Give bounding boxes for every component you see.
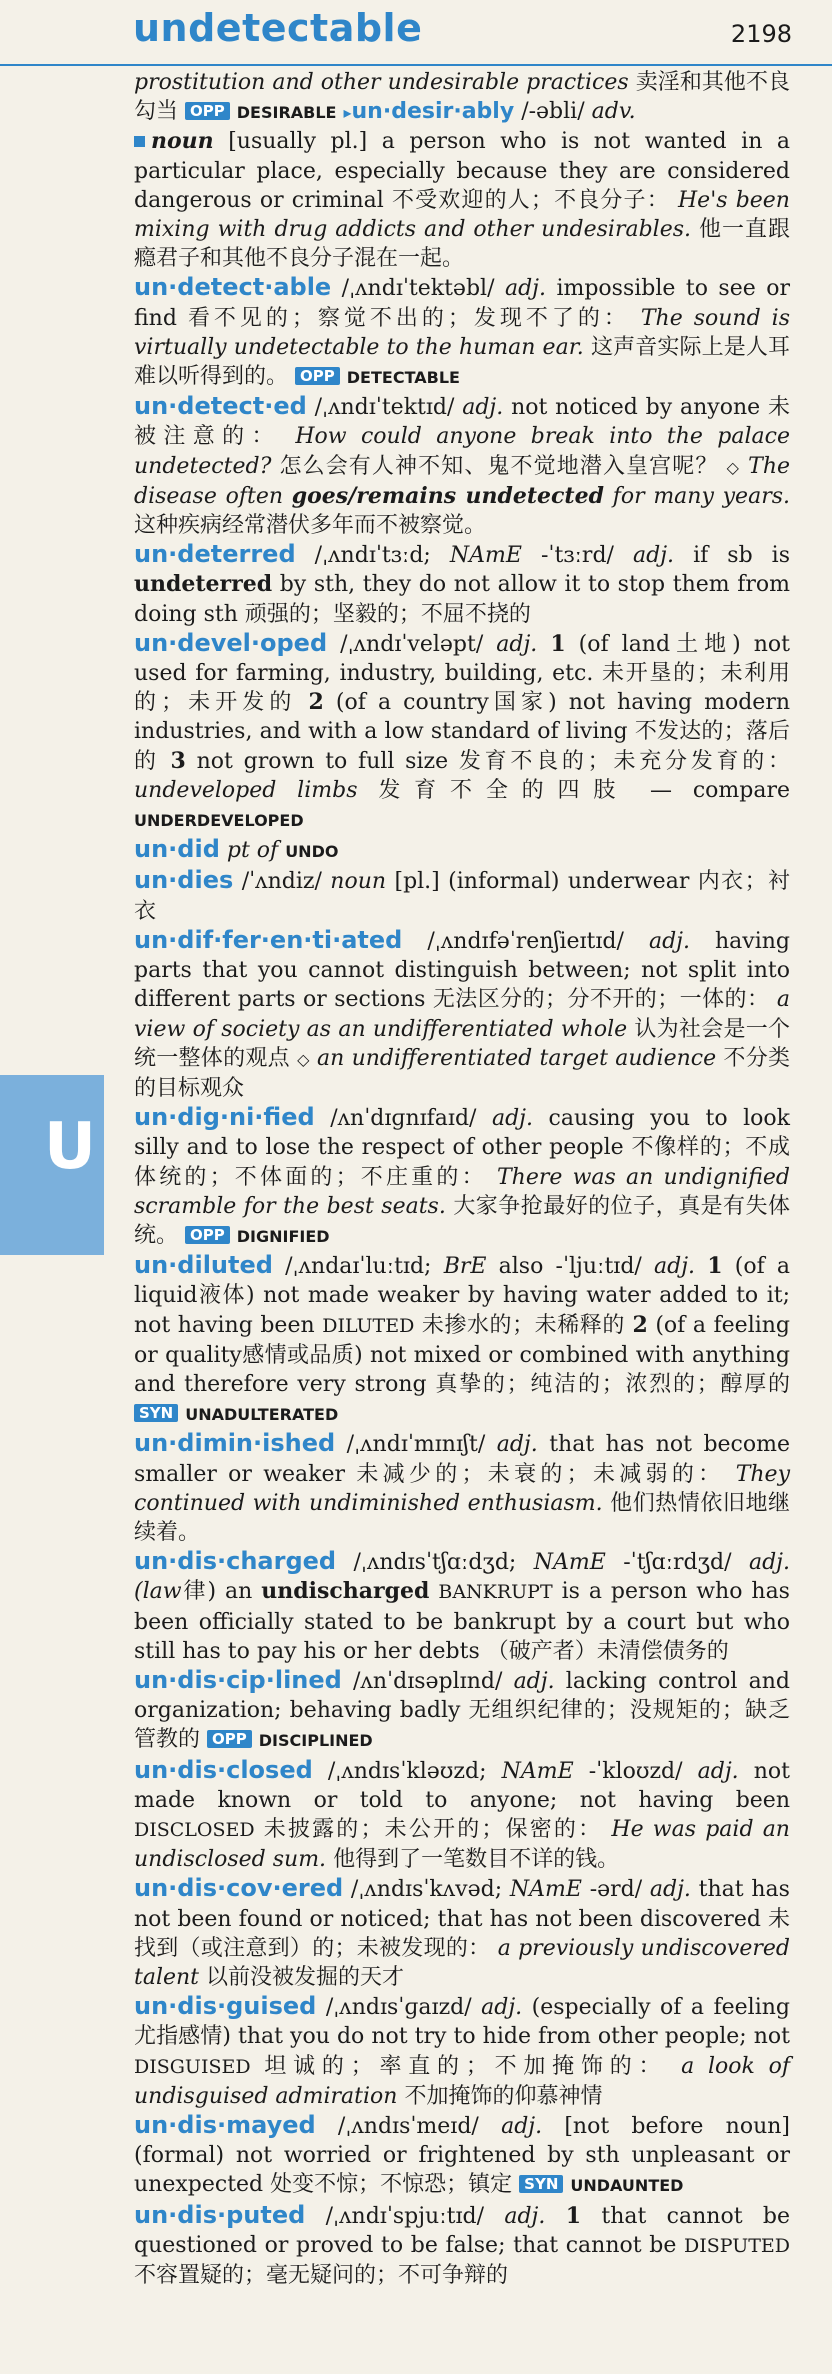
definition: ) not having modern industries, and with a low standard of living	[134, 690, 791, 745]
entry-undisciplined	[134, 1666, 790, 1756]
entry-undiminished	[134, 1429, 790, 1547]
syn-label: SYN	[519, 2175, 563, 2193]
entry-undisguised	[134, 1992, 790, 2111]
definition: causing you to look silly and to lose the respect of other people	[134, 1106, 790, 1161]
pronunciation: /ˌʌndɪˈveləpt/	[340, 631, 484, 657]
part-of-speech: adj.	[501, 2114, 543, 2140]
definition: ) not used for farming, industry, building, etc.	[134, 631, 791, 687]
entry-undignified	[134, 1103, 790, 1251]
region-label: NAmE	[449, 543, 522, 569]
translation: 真挚的；纯洁的；浓烈的；醇厚的	[435, 1371, 790, 1397]
also-note: also	[498, 1254, 544, 1280]
opp-ref[interactable]: DISCIPLINED	[258, 1731, 373, 1751]
pronunciation: /ˈʌndiz/	[241, 869, 322, 895]
headword: un·deterred	[134, 540, 296, 569]
entry-undisputed	[134, 2201, 790, 2291]
translation: 不分类的目标观众	[134, 1045, 790, 1101]
syn-ref[interactable]: UNDAUNTED	[570, 2176, 684, 2196]
entry-undies	[134, 866, 790, 925]
headword: un·devel·oped	[134, 628, 328, 657]
syn-label: SYN	[134, 1404, 178, 1422]
usage-label: [not before noun] (formal)	[134, 2114, 790, 2169]
part-of-speech: adj.	[748, 1550, 790, 1576]
part-of-speech: adj.	[491, 1106, 533, 1132]
translation: 他们热情依旧地继续着。	[134, 1490, 790, 1545]
definition: lacking control and organization; behaving badly	[134, 1668, 791, 1724]
definition: ) an	[207, 1579, 253, 1605]
pronunciation: /ˌʌndɪˈspjuːtɪd/	[325, 2203, 485, 2229]
translation: 卖淫和其他不良勾当	[134, 70, 790, 125]
example: The disease often	[134, 453, 791, 509]
pronunciation: /ˌʌndɪfəˈrenʃieɪtɪd/	[427, 928, 624, 954]
entry-undismayed	[134, 2111, 790, 2201]
pronunciation: /ˌʌndɪˈtektəbl/	[341, 276, 495, 302]
opp-label: OPP	[295, 367, 340, 385]
keyword: undeterred	[134, 571, 273, 598]
part-of-speech: adj.	[633, 543, 675, 569]
part-of-speech: adj.	[496, 1432, 538, 1458]
keyword: undischarged	[261, 1578, 430, 1605]
entry-undisclosed	[134, 1756, 790, 1875]
example: undeveloped limbs	[134, 777, 358, 803]
translation: 发育不良的；未充分发育的：	[458, 748, 790, 774]
translation: 尤指感情	[134, 2024, 223, 2050]
headword: un·dis·cov·ered	[134, 1874, 344, 1903]
translation: 不加掩饰的仰慕神情	[404, 2083, 603, 2109]
pronunciation: -ˈtɜːrd/	[541, 543, 614, 569]
part-of-speech: adj.	[504, 276, 546, 302]
usage-label: (law	[134, 1579, 182, 1605]
compare-ref[interactable]: UNDERDEVELOPED	[134, 811, 304, 831]
headword: un·detect·able	[134, 273, 332, 302]
sense-number: 1	[707, 1253, 723, 1280]
headword: un·dif·fer·en·ti·ated	[134, 925, 403, 954]
entry-undesirable-noun	[134, 127, 790, 273]
translation: 他一直跟瘾君子和其他不良分子混在一起。	[134, 217, 791, 272]
opp-ref[interactable]: DIGNIFIED	[236, 1226, 330, 1246]
example: a previously undiscovered talent	[134, 1935, 790, 1990]
headword: un·dies	[134, 866, 234, 895]
pronunciation: /-əbli/	[521, 99, 585, 125]
headword: un·dis·cip·lined	[134, 1665, 342, 1694]
square-bullet-icon	[134, 136, 145, 147]
example: He was paid an undisclosed sum.	[134, 1816, 790, 1873]
dictionary-column	[134, 68, 790, 2290]
example: for many years.	[612, 483, 790, 509]
headword: un·diluted	[134, 1251, 273, 1280]
entry-undiluted	[134, 1251, 790, 1429]
pronunciation: /ˌʌndɪsˈkʌvəd;	[350, 1877, 503, 1903]
part-of-speech: adj.	[462, 395, 504, 421]
entry-undid	[134, 835, 790, 866]
entry-undetectable	[134, 273, 790, 392]
translation: 无法区分的；分不开的；一体的：	[432, 987, 770, 1013]
sense-number: 1	[550, 630, 566, 657]
cross-ref[interactable]: DISPUTED	[683, 2234, 790, 2257]
part-of-speech: adj.	[648, 928, 690, 954]
part-of-speech: adj.	[504, 2203, 546, 2229]
definition: not grown to full size	[196, 748, 449, 774]
translation: 不容置疑的；毫无疑问的；不可争辩的	[134, 2263, 509, 2289]
definition: that has not been found or noticed; that has not been discovered	[134, 1877, 790, 1932]
part-of-speech: adj.	[481, 1995, 523, 2021]
translation: 未掺水的；未稀释的	[421, 1312, 625, 1338]
translation: 未开垦的；未利用的；未开发的	[134, 661, 790, 716]
definition: if sb is	[693, 543, 791, 569]
example: He's been mixing with drug addicts and other undesirables.	[134, 187, 790, 243]
translation: 不像样的；不成体统的；不体面的；不庄重的：	[134, 1135, 790, 1190]
example: prostitution and other undesirable practices	[134, 70, 629, 95]
pronunciation: /ʌnˈdɪɡnɪfaɪd/	[330, 1106, 477, 1132]
guide-word: undetectable	[133, 6, 423, 50]
definition: (of a country	[335, 690, 489, 716]
translation: 认为社会是一个统一整体的观点	[134, 1016, 790, 1071]
translation: 不发达的；落后的	[134, 719, 790, 774]
opp-ref[interactable]: DESIRABLE	[236, 103, 337, 123]
syn-ref[interactable]: UNADULTERATED	[185, 1405, 339, 1425]
page-header	[0, 0, 832, 66]
part-of-speech: adj.	[496, 631, 538, 657]
headword: un·dis·closed	[134, 1755, 313, 1784]
translation: 发育不全的四肢	[378, 777, 630, 803]
sense-number: 3	[170, 747, 186, 774]
translation: 他得到了一笔数目不详的钱。	[333, 1847, 620, 1873]
headword: un·dimin·ished	[134, 1429, 336, 1458]
opp-label: OPP	[207, 1730, 252, 1748]
entry-undesirable-cont	[134, 68, 790, 127]
definition: by sth, they do not allow it to stop them from doing sth	[134, 572, 791, 627]
pronunciation: /ˌʌndɪsˈmeɪd/	[337, 2114, 479, 2140]
definition: (of a liquid	[134, 1254, 791, 1309]
part-of-speech: adj.	[649, 1877, 691, 1903]
collocation: goes/remains undetected	[291, 482, 604, 509]
definition: that has not become smaller or weaker	[134, 1432, 790, 1487]
translation: 这种疾病经常潜伏多年而不被察觉。	[134, 513, 487, 539]
page-number: 2198	[730, 20, 792, 48]
cross-ref[interactable]: DISCLOSED	[134, 1818, 255, 1841]
translation: 不受欢迎的人；不良分子：	[392, 187, 670, 213]
definition: having parts that you cannot distinguish between; not split into different parts or sections	[134, 928, 791, 1013]
thumb-index-letter: U	[44, 1110, 96, 1184]
cross-ref[interactable]: BANKRUPT	[438, 1581, 553, 1604]
definition: that cannot be questioned or proved to be false; that cannot be	[134, 2203, 790, 2258]
definition: not noticed by anyone	[511, 395, 761, 421]
translation: （破产者）未清偿债务的	[486, 1638, 729, 1664]
headword: un·dis·guised	[134, 1992, 317, 2021]
entry-undifferentiated	[134, 926, 790, 1103]
translation: 感情或品质	[241, 1342, 355, 1368]
translation: 液体	[197, 1283, 247, 1309]
entry-undeveloped	[134, 629, 790, 835]
headword: un·dis·puted	[134, 2200, 306, 2229]
definition: (especially of a feeling	[531, 1995, 790, 2021]
example: a look of undisguised admiration	[134, 2053, 790, 2109]
example: an undifferentiated target audience	[317, 1045, 717, 1071]
pronunciation: /ˌʌndɪsˈkləʊzd;	[327, 1758, 487, 1784]
translation: 未减少的；未衰的；未减弱的：	[356, 1461, 725, 1487]
definition: not made known or told to anyone; not having been	[134, 1758, 790, 1813]
definition: (of a feeling or quality	[134, 1312, 791, 1368]
part-of-speech: adv.	[591, 99, 636, 125]
definition: (of land	[578, 631, 671, 657]
definition: ) not made weaker by having water added to it; not having been	[134, 1283, 790, 1338]
diamond-icon: ◇	[297, 1049, 310, 1069]
compare-note: — compare	[650, 777, 790, 803]
entry-undetected	[134, 392, 790, 540]
opp-label: OPP	[185, 1226, 230, 1244]
sense-number: 1	[565, 2202, 582, 2229]
pronunciation: /ˌʌndɪsˈɡaɪzd/	[325, 1995, 472, 2021]
translation: 律	[181, 1579, 208, 1605]
definition: impossible to see or find	[134, 276, 790, 331]
part-of-speech: adj.	[513, 1668, 555, 1694]
definition: [usually pl.] a person who is not wanted in a particular place, especially because they are considered dangerous or criminal	[134, 129, 790, 213]
pronunciation: -ˈljuːtɪd/	[555, 1254, 642, 1280]
part-of-speech: noun	[330, 869, 387, 895]
entry-undischarged	[134, 1547, 790, 1666]
headword: un·dis·charged	[134, 1547, 337, 1576]
pronunciation: /ˌʌndɪˈtektɪd/	[314, 395, 455, 421]
cross-ref[interactable]: UNDO	[285, 842, 339, 862]
grammar-note: pt of	[226, 838, 279, 864]
arrow-right-icon: ▸	[343, 103, 352, 123]
example: a view of society as an undifferentiated whole	[134, 987, 790, 1042]
translation: 土地	[670, 631, 733, 657]
headword: un·detect·ed	[134, 392, 307, 421]
pronunciation: -ərd/	[589, 1877, 643, 1903]
translation: 怎么会有人神不知、鬼不觉地潜入皇宫呢？	[279, 453, 719, 479]
sense-number: 2	[632, 1311, 648, 1338]
translation: 无组织纪律的；没规矩的；缺乏管教的	[134, 1698, 790, 1753]
opp-ref[interactable]: DETECTABLE	[346, 368, 460, 388]
translation: 未找到（或注意到）的；未被发现的：	[134, 1906, 790, 1961]
entry-undeterred	[134, 540, 790, 629]
headword: un·dig·ni·fied	[134, 1103, 315, 1132]
example: There was an undignified scramble for the best seats.	[134, 1164, 791, 1219]
translation: 这声音实际上是人耳难以听得到的。	[134, 334, 791, 390]
region-label: NAmE	[509, 1877, 582, 1903]
definition: ) not mixed or combined with anything and therefore very strong	[134, 1342, 790, 1397]
derivative: un·desir·ably	[351, 99, 515, 125]
translation: 以前没被发掘的天才	[206, 1965, 405, 1990]
pronunciation: -ˈtʃɑːrdʒd/	[623, 1550, 732, 1576]
part-of-speech: adj.	[654, 1254, 696, 1280]
opp-label: OPP	[185, 102, 230, 120]
translation: 坦诚的；率直的；不加掩饰的：	[264, 2053, 668, 2079]
sense-number: 2	[308, 689, 324, 716]
headword: un·dis·mayed	[134, 2111, 316, 2140]
example: The sound is virtually undetectable to the human ear.	[134, 305, 790, 360]
headword: un·did	[134, 835, 220, 864]
region-label: BrE	[443, 1254, 487, 1280]
pronunciation: /ˌʌndɪsˈtʃɑːdʒd;	[353, 1550, 517, 1576]
translation: 未被注意的：	[134, 395, 791, 450]
definition: ) that you do not try to hide from other people; not	[222, 2024, 790, 2050]
region-label: NAmE	[501, 1758, 574, 1784]
definition: is a person who has been officially stated to be bankrupt by a court but who still has to pay his or her debts	[134, 1579, 790, 1664]
pronunciation: -ˈkloʊzd/	[588, 1758, 683, 1784]
definition: not worried or frightened by sth unpleasant or unexpected	[134, 2143, 790, 2198]
region-label: NAmE	[533, 1550, 606, 1576]
usage-label: [pl.] (informal)	[394, 869, 560, 895]
translation: 处变不惊；不惊恐；镇定	[270, 2172, 513, 2198]
example: They continued with undiminished enthusiasm.	[134, 1461, 790, 1516]
pronunciation: /ʌnˈdɪsəplɪnd/	[353, 1668, 503, 1694]
translation: 国家	[488, 690, 549, 716]
part-of-speech: noun	[151, 128, 214, 155]
translation: 顽强的；坚毅的；不屈不挠的	[244, 601, 531, 627]
translation: 内衣；衬衣	[134, 869, 791, 924]
pronunciation: /ˌʌndɪˈmɪnɪʃt/	[346, 1432, 486, 1458]
translation: 未披露的；未公开的；保密的：	[263, 1816, 603, 1842]
translation: 大家争抢最好的位子，真是有失体统。	[134, 1193, 790, 1248]
cross-ref[interactable]: DISGUISED	[134, 2055, 251, 2078]
definition: underwear	[567, 869, 690, 895]
entry-undiscovered	[134, 1874, 790, 1992]
diamond-icon: ◇	[726, 457, 741, 477]
cross-ref[interactable]: DILUTED	[322, 1314, 415, 1337]
example: How could anyone break into the palace undetected?	[134, 424, 790, 479]
pronunciation: /ˌʌndaɪˈluːtɪd;	[285, 1254, 432, 1280]
part-of-speech: adj.	[697, 1758, 739, 1784]
translation: 看不见的；察觉不出的；发现不了的：	[187, 305, 630, 331]
pronunciation: /ˌʌndɪˈtɜːd;	[314, 543, 431, 569]
